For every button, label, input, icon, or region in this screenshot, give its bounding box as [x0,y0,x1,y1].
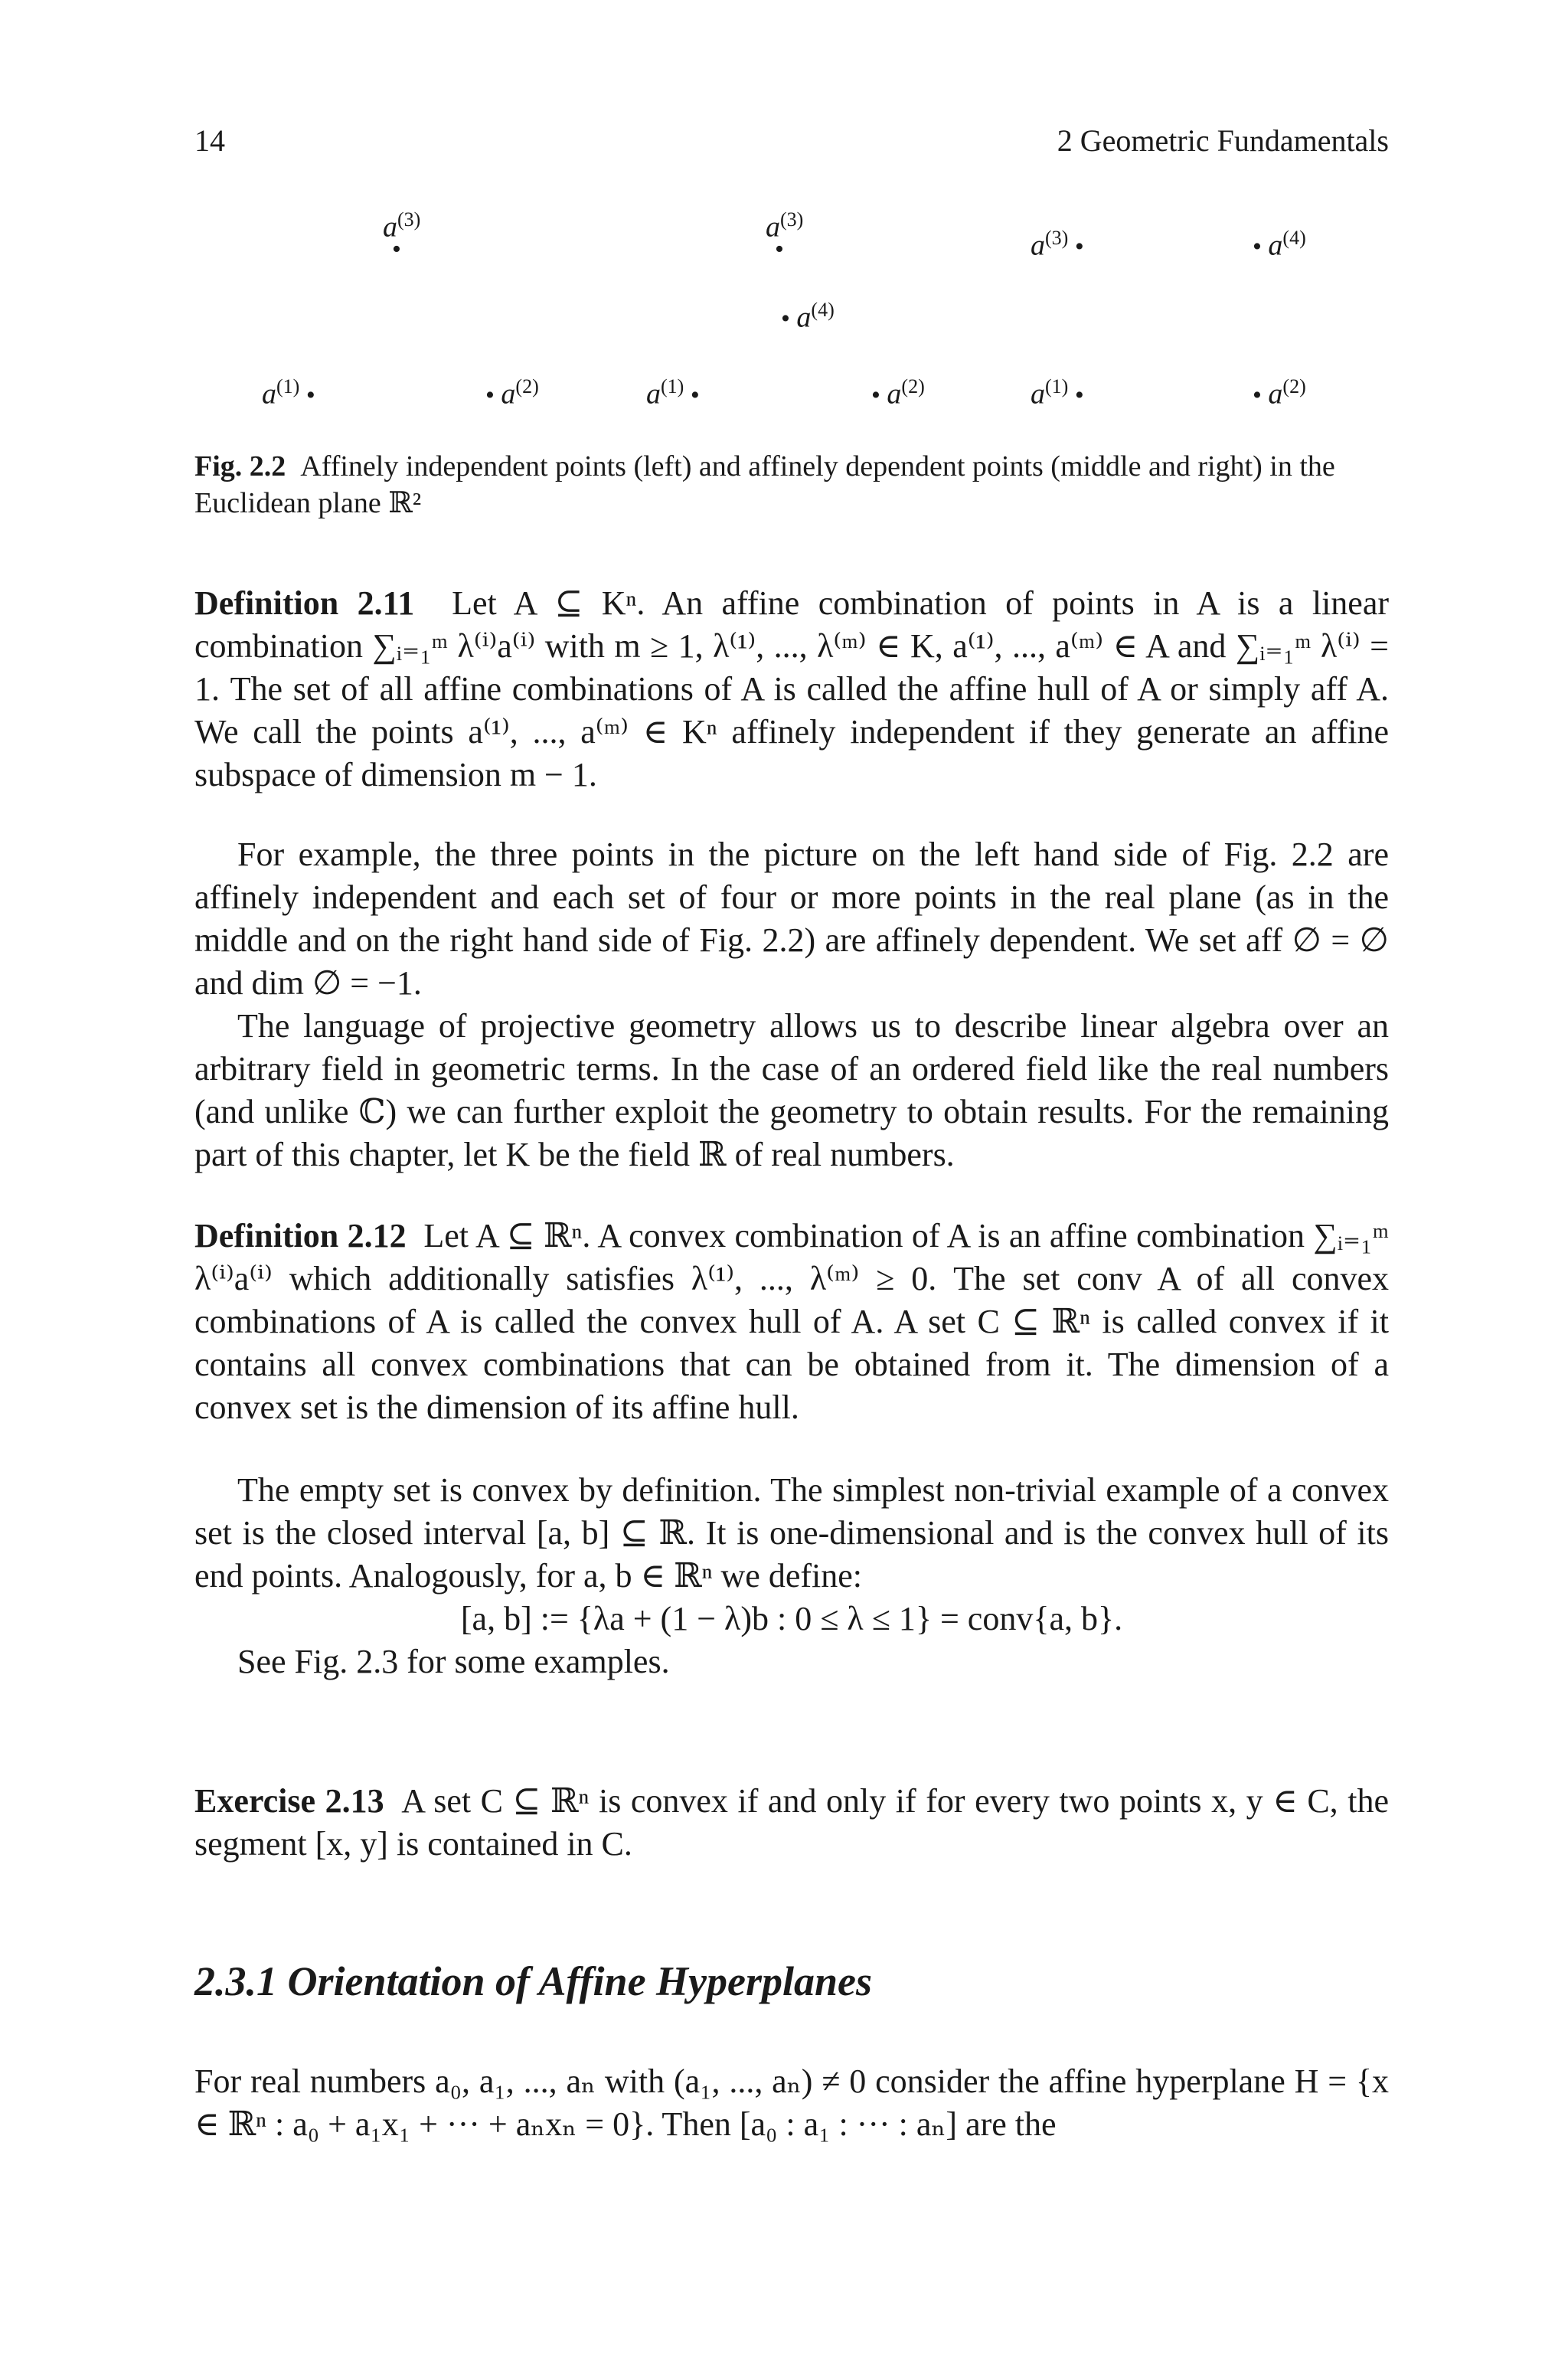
definition-2-12 [194,1215,1389,1429]
paragraph-5: For real numbers a₀, a₁, ..., aₙ with (a₁, ..., aₙ) ≠ 0 consider the affine hyperplane H = {x ∈ ℝⁿ : a₀ + a₁x₁ + ··· + aₙxₙ = 0}. Then [a₀ : a₁ : ··· : aₙ] are the [194,2062,1389,2143]
page-number: 14 [194,123,225,158]
paragraphs-block-1 [194,833,1389,1176]
paragraph-5-block [194,2060,1389,2146]
paragraph-2: The language of projective geometry allows us to describe linear algebra over an arbitrary field in geometric terms. In the case of an ordered field like the real numbers (and unlike ℂ) we can further exploit the geometry to obtain results. For the remaining part of this chapter, let K be the field ℝ of real numbers. [194,1007,1389,1173]
paragraph-4: See Fig. 2.3 for some examples. [237,1643,670,1680]
point-a2-right: • $a^{(2)}$ [1253,375,1306,411]
figure-2-2 [194,199,1389,429]
point-a1-right: $a^{(1)}$ • [1031,375,1084,411]
dot-a3-left: • [392,235,401,263]
point-a3-middle: $a^{(3)}$ [766,208,804,244]
ex-2-13-label: Exercise 2.13 [194,1782,384,1820]
paragraph-1: For example, the three points in the picture on the left hand side of Fig. 2.2 are affinely independent and each set of four or more points in the real plane (as in the middle and on the right hand side of Fig. 2.2) are affinely dependent. We set aff ∅ = ∅ and dim ∅ = −1. [194,836,1389,1002]
point-a1-middle: $a^{(1)}$ • [646,375,700,411]
paragraph-3: The empty set is convex by definition. The simplest non-trivial example of a convex set is the closed interval [a, b] ⊆ ℝ. It is one-dimensional and is the convex hull of its end points. Analogously, for a, b ∈ ℝⁿ we define: [194,1471,1389,1595]
dot-a3-middle: • [775,235,784,263]
paragraphs-block-2 [194,1469,1389,1683]
def-2-12-label: Definition 2.12 [194,1217,407,1254]
point-a3-right: $a^{(3)}$ • [1031,227,1084,262]
point-a2-left: • $a^{(2)}$ [485,375,539,411]
ex-2-13-text: A set C ⊆ ℝⁿ is convex if and only if for every two points x, y ∈ C, the segment [x, y] is contained in C. [194,1782,1389,1863]
def-2-11-text: Let A ⊆ Kⁿ. An affine combination of points in A is a linear combination ∑ᵢ₌₁ᵐ λ⁽ⁱ⁾a⁽ⁱ⁾ with m ≥ 1, λ⁽¹⁾, ..., λ⁽ᵐ⁾ ∈ K, a⁽¹⁾, ..., a⁽ᵐ⁾ ∈ A and ∑ᵢ₌₁ᵐ λ⁽ⁱ⁾ = 1. The set of all affine combinations of A is called the affine hull of A or simply aff A. We call the points a⁽¹⁾, ..., a⁽ᵐ⁾ ∈ Kⁿ affinely independent if they generate an affine subspace of dimension m − 1. [194,584,1390,793]
display-equation: [a, b] := {λa + (1 − λ)b : 0 ≤ λ ≤ 1} = conv{a, b}. [460,1600,1123,1637]
figure-caption [194,448,1389,522]
point-a4-right: • $a^{(4)}$ [1253,227,1306,262]
chapter-title: 2 Geometric Fundamentals [1057,123,1389,158]
point-a3-left: $a^{(3)}$ [383,208,421,244]
exercise-2-13 [194,1780,1389,1866]
section-heading: 2.3.1 Orientation of Affine Hyperplanes [194,1958,873,2004]
point-a1-left: $a^{(1)}$ • [262,375,315,411]
point-a2-middle: • $a^{(2)}$ [871,375,925,411]
caption-text: Affinely independent points (left) and affinely dependent points (middle and right) in the Euclidean plane ℝ² [194,450,1335,519]
caption-label: Fig. 2.2 [194,450,286,482]
point-a4-middle: • $a^{(4)}$ [781,299,835,334]
definition-2-11 [194,582,1389,796]
def-2-11-label: Definition 2.11 [194,584,415,622]
def-2-12-text: Let A ⊆ ℝⁿ. A convex combination of A is an affine combination ∑ᵢ₌₁ᵐ λ⁽ⁱ⁾a⁽ⁱ⁾ which additionally satisfies λ⁽¹⁾, ..., λ⁽ᵐ⁾ ≥ 0. The set conv A of all convex combinations of A is called the convex hull of A. A set C ⊆ ℝⁿ is called convex if it contains all convex combinations that can be obtained from it. The dimension of a convex set is the dimension of its affine hull. [194,1217,1389,1426]
